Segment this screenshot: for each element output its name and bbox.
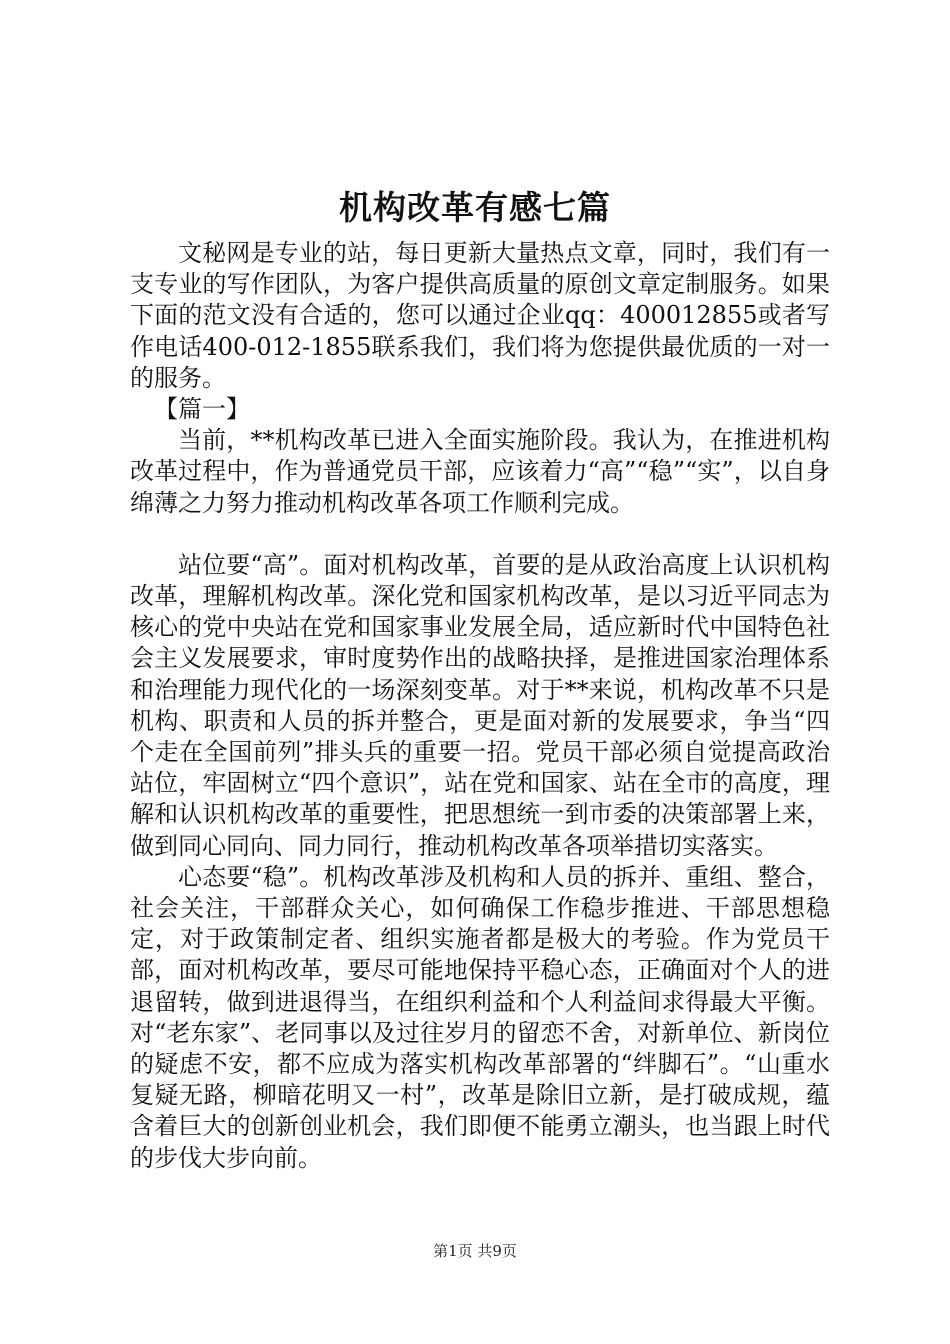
intro-paragraph: 文秘网是专业的站，每日更新大量热点文章，同时，我们有一支专业的写作团队，为客户提供高质量的原创文章定制服务。如果下面的范文没有合适的，您可以通过企业qq：400012855或者写作电话400-012-1855联系我们，我们将为您提供最优质的一对一的服务。 bbox=[130, 239, 830, 392]
document-body bbox=[130, 238, 830, 1174]
page-footer: 第1页 共9页 bbox=[433, 1242, 517, 1260]
body-paragraph: 当前，**机构改革已进入全面实施阶段。我认为，在推进机构改革过程中，作为普通党员干部，应该着力“高”“稳”“实”，以自身绵薄之力努力推动机构改革各项工作顺利完成。 bbox=[130, 426, 830, 517]
section-heading: 【篇一】 bbox=[154, 395, 250, 424]
body-paragraph: 心态要“稳”。机构改革涉及机构和人员的拆并、重组、整合，社会关注，干部群众关心，如何确保工作稳步推进、干部思想稳定，对于政策制定者、组织实施者都是极大的考验。作为党员干部，面对机构改革，要尽可能地保持平稳心态，正确面对个人的进退留转，做到进退得当，在组织利益和个人利益间求得最大平衡。对“老东家”、老同事以及过往岁月的留恋不舍，对新单位、新岗位的疑虑不安，都不应成为落实机构改革部署的“绊脚石”。“山重水复疑无路，柳暗花明又一村”，改革是除旧立新，是打破成规，蕴含着巨大的创新创业机会，我们即便不能勇立潮头，也当跟上时代的步伐大步向前。 bbox=[130, 862, 830, 1172]
document-title: 机构改革有感七篇 bbox=[339, 188, 611, 227]
body-paragraph: 站位要“高”。面对机构改革，首要的是从政治高度上认识机构改革，理解机构改革。深化党和国家机构改革，是以习近平同志为核心的党中央站在党和国家事业发展全局，适应新时代中国特色社会主义发展要求，审时度势作出的战略抉择，是推进国家治理体系和治理能力现代化的一场深刻变革。对于**来说，机构改革不只是机构、职责和人员的拆并整合，更是面对新的发展要求，争当“四个走在全国前列”排头兵的重要一招。党员干部必须自觉提高政治站位，牢固树立“四个意识”，站在党和国家、站在全市的高度，理解和认识机构改革的重要性，把思想统一到市委的决策部署上来，做到同心同向、同力同行，推动机构改革各项举措切实落实。 bbox=[130, 550, 830, 860]
